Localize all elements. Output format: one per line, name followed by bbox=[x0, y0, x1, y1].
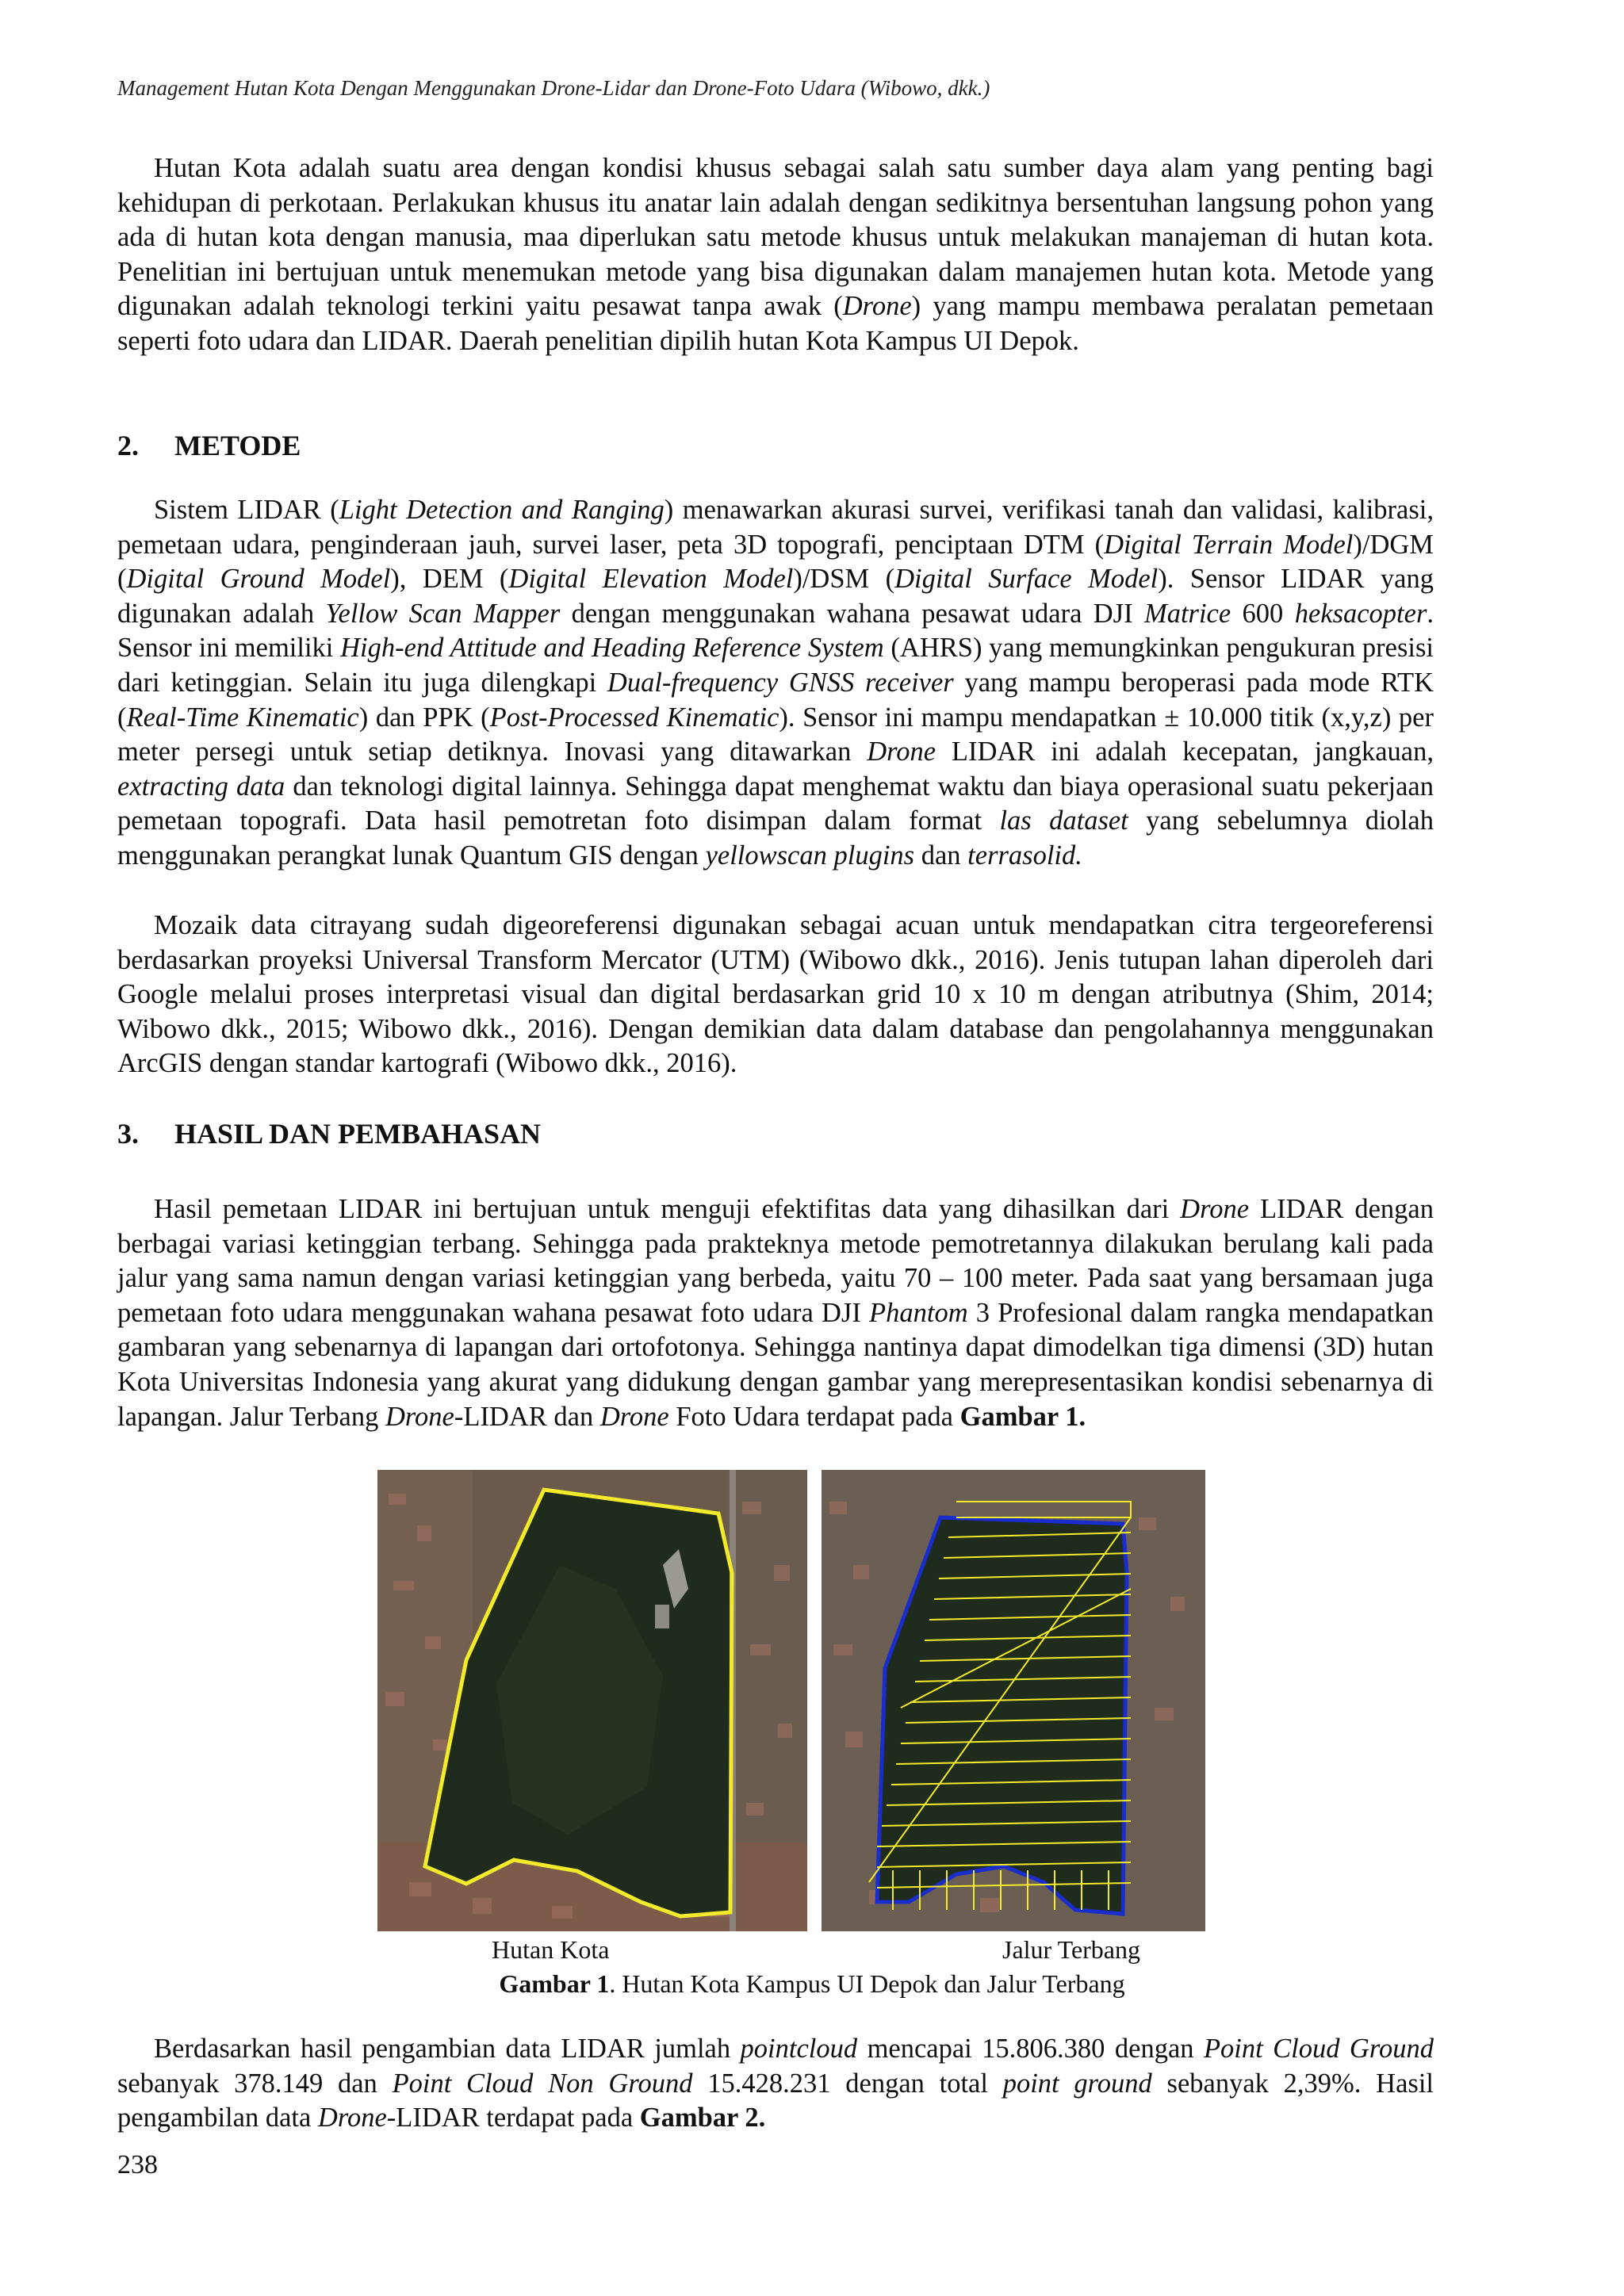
figure-jalur-terbang-map bbox=[822, 1470, 1205, 1931]
running-header: Management Hutan Kota Dengan Menggunakan Drone-Lidar dan Drone-Foto Udara (Wibowo, dkk.) bbox=[117, 76, 990, 100]
intro-paragraph: Hutan Kota adalah suatu area dengan kondisi khusus sebagai salah satu sumber daya alam yang penting bagi kehidupan di perkotaan. Perlakukan khusus itu anatar lain adalah dengan sedikitnya bersentuhan langsung pohon yang ada di hutan kota dengan manusia, maa diperlukan satu metode khusus untuk melakukan manajeman di hutan kota. Penelitian ini bertujuan untuk menemukan metode yang bisa digunakan dalam manajemen hutan kota. Metode yang digunakan adalah teknologi terkini yaitu pesawat tanpa awak (Drone) yang mampu membawa peralatan pemetaan seperti foto udara dan LIDAR. Daerah penelitian dipilih hutan Kota Kampus UI Depok. bbox=[117, 153, 1434, 356]
hutan-kota-map-image bbox=[377, 1470, 807, 1931]
figure-right-label: Jalur Terbang bbox=[1002, 1935, 1140, 1964]
figure-caption: Gambar 1. Hutan Kota Kampus UI Depok dan Jalur Terbang bbox=[499, 1969, 1125, 1998]
section-3-paragraph-1: Hasil pemetaan LIDAR ini bertujuan untuk menguji efektifitas data yang dihasilkan dari Drone LIDAR dengan berbagai variasi ketinggian terbang. Sehingga pada prakteknya metode pemotretannya dilakukan berulang kali pada jalur yang sama namun dengan variasi ketinggian yang berbeda, yaitu 70 – 100 meter. Pada saat yang bersamaan juga pemetaan foto udara menggunakan wahana pesawat foto udara DJI Phantom 3 Profesional dalam rangka mendapatkan gambaran yang sebenarnya di lapangan dari ortofotonya. Sehingga nantinya dapat dimodelkan tiga dimensi (3D) hutan Kota Universitas Indonesia yang akurat yang didukung dengan gambar yang merepresentasikan kondisi sebenarnya di lapangan. Jalur Terbang Drone-LIDAR dan Drone Foto Udara terdapat pada Gambar 1. bbox=[117, 1194, 1434, 1432]
figure-hutan-kota-map bbox=[377, 1470, 807, 1931]
section-2-paragraph-1: Sistem LIDAR (Light Detection and Ranging) menawarkan akurasi survei, verifikasi tanah dan validasi, kalibrasi, pemetaan udara, penginderaan jauh, survei laser, peta 3D topografi, penciptaan DTM (Digital Terrain Model)/DGM (Digital Ground Model), DEM (Digital Elevation Model)/DSM (Digital Surface Model). Sensor LIDAR yang digunakan adalah Yellow Scan Mapper dengan menggunakan wahana pesawat udara DJI Matrice 600 heksacopter. Sensor ini memiliki High-end Attitude and Heading Reference System (AHRS) yang memungkinkan pengukuran presisi dari ketinggian. Selain itu juga dilengkapi Dual-frequency GNSS receiver yang mampu beroperasi pada mode RTK (Real-Time Kinematic) dan PPK (Post-Processed Kinematic). Sensor ini mampu mendapatkan ± 10.000 titik (x,y,z) per meter persegi untuk setiap detiknya. Inovasi yang ditawarkan Drone LIDAR ini adalah kecepatan, jangkauan, extracting data dan teknologi digital lainnya. Sehingga dapat menghemat waktu dan biaya operasional suatu pekerjaan pemetaan topografi. Data hasil pemotretan foto disimpan dalam format las dataset yang sebelumnya diolah menggunakan perangkat lunak Quantum GIS dengan yellowscan plugins dan terrasolid. bbox=[117, 495, 1434, 871]
section-3-heading: 3. HASIL DAN PEMBAHASAN bbox=[117, 1118, 542, 1150]
section-2-paragraph-2: Mozaik data citrayang sudah digeoreferensi digunakan sebagai acuan untuk mendapatkan citra tergeoreferensi berdasarkan proyeksi Universal Transform Mercator (UTM) (Wibowo dkk., 2016). Jenis tutupan lahan diperoleh dari Google melalui proses interpretasi visual dan digital berdasarkan grid 10 x 10 m dengan atributnya (Shim, 2014; Wibowo dkk., 2015; Wibowo dkk., 2016). Dengan demikian data dalam database dan pengolahannya menggunakan ArcGIS dengan standar kartografi (Wibowo dkk., 2016). bbox=[117, 910, 1434, 1079]
section-2-heading: 2. METODE bbox=[117, 430, 301, 461]
section-3-paragraph-2: Berdasarkan hasil pengambian data LIDAR jumlah pointcloud mencapai 15.806.380 dengan Point Cloud Ground sebanyak 378.149 dan Point Cloud Non Ground 15.428.231 dengan total point ground sebanyak 2,39%. Hasil pengambilan data Drone-LIDAR terdapat pada Gambar 2. bbox=[117, 2034, 1434, 2133]
figure-left-label: Hutan Kota bbox=[492, 1935, 610, 1964]
page-number: 238 bbox=[117, 2150, 158, 2179]
jalur-terbang-map-image bbox=[822, 1470, 1205, 1931]
